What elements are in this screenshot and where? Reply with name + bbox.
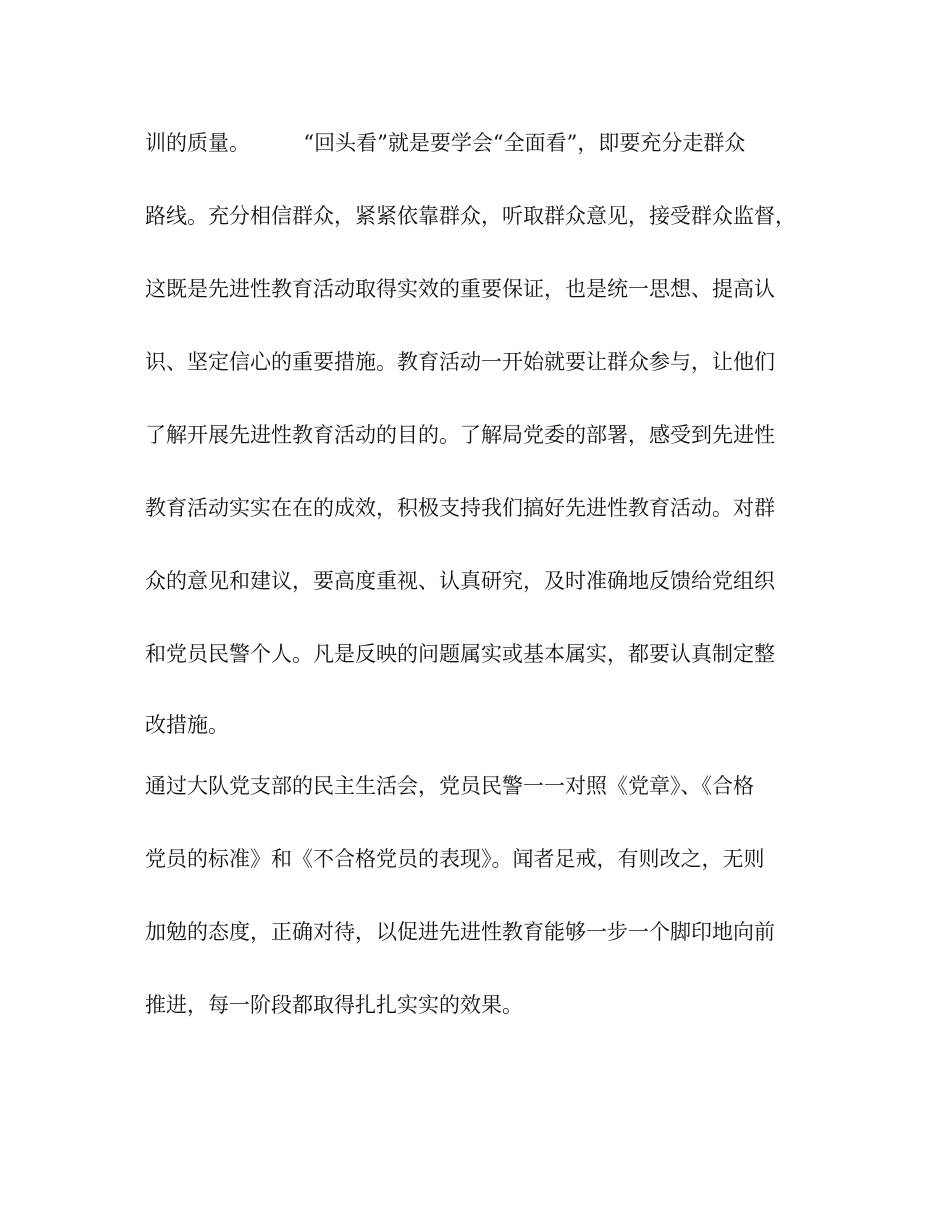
text-line: 识、坚定信心的重要措施。教育活动一开始就要让群众参与，让他们 [145, 350, 775, 374]
text-line: 党员的标准》和《不合格党员的表现》。闻者足戒，有则改之，无则 [145, 847, 765, 871]
text-line: 加勉的态度，正确对待，以促进先进性教育能够一步一个脚印地向前 [145, 920, 775, 944]
text-line: 教育活动实实在在的成效，积极支持我们搞好先进性教育活动。对群 [145, 496, 775, 520]
text-line: 和党员民警个人。凡是反映的问题属实或基本属实，都要认真制定整 [145, 642, 775, 666]
text-line: 了解开展先进性教育活动的目的。了解局党委的部署，感受到先进性 [145, 423, 775, 447]
text-line: 通过大队党支部的民主生活会，党员民警一一对照《党章》、《合格 [145, 774, 754, 798]
text-line: 这既是先进性教育活动取得实效的重要保证，也是统一思想、提高认 [145, 277, 775, 301]
text-line: 训的质量。 “回头看”就是要学会“全面看”，即要充分走群众 [145, 131, 746, 155]
text-line: 众的意见和建议，要高度重视、认真研究，及时准确地反馈给党组织 [145, 569, 775, 593]
text-line: 推进，每一阶段都取得扎扎实实的效果。 [145, 993, 523, 1017]
text-line: 改措施。 [145, 713, 229, 737]
text-line: 路线。充分相信群众，紧紧依靠群众，听取群众意见，接受群众监督， [145, 204, 796, 228]
